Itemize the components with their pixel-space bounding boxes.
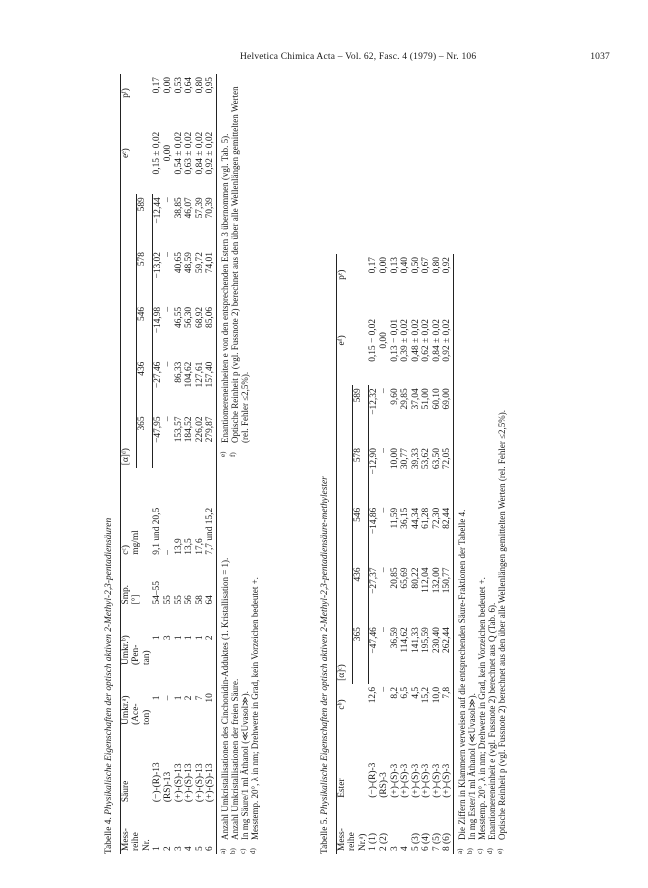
footnote-text: Anzahl Umkristallisationen der freien Säure. (229, 678, 240, 840)
table-5-footnotes (457, 74, 507, 854)
cell-w589: 38,85 (173, 197, 184, 219)
cell-e: 0,92 ± 0,02 (442, 295, 453, 385)
cell-p: 0,00 (379, 257, 390, 274)
cell-w365: – (163, 416, 174, 422)
cell-ub: 1 (184, 635, 195, 641)
t4-h-p: pᶠ) (120, 74, 152, 112)
cell-nr: 5 (194, 846, 205, 851)
t4-h-wl-578: 578 (136, 249, 152, 304)
cell-w365: 153,57 (173, 416, 184, 443)
cell-saeure: (+)-(S)-13 (184, 763, 195, 803)
cell-e: 0,54 ± 0,02 (173, 131, 184, 175)
footnote-mark: e) (218, 451, 227, 457)
footnote-text: In mg Säure/1 ml Äthanol (≪Uvasol≫). (239, 691, 250, 840)
cell-w546: 68,92 (194, 306, 205, 328)
cell-w365: 279,87 (205, 413, 216, 468)
cell-e: 0,62 ± 0,02 (421, 319, 432, 362)
table-row (368, 254, 379, 854)
cell-c: – (163, 550, 174, 555)
cell-c: 17,6 (194, 538, 205, 555)
cell-w365: – (379, 627, 390, 632)
cell-w589: – (163, 197, 174, 202)
cell-p: 0,50 (410, 257, 421, 274)
cell-w546: – (379, 507, 390, 513)
t4-h-smp: Smp. [°] (120, 558, 152, 608)
cell-smp: 58 (194, 595, 205, 605)
footnote (487, 74, 497, 854)
table-row (411, 254, 422, 854)
footnote (477, 74, 487, 854)
cell-w546: 85,06 (205, 304, 216, 359)
table-row (421, 254, 432, 854)
cell-e: 0,63 ± 0,02 (184, 131, 195, 175)
table-row (205, 74, 216, 854)
cell-w436: 127,61 (194, 361, 205, 388)
cell-c: 8,2 (389, 686, 400, 699)
footnote-mark: b) (465, 848, 474, 854)
t5-h-wl-589: 589 (352, 385, 368, 445)
footnote (230, 74, 250, 457)
cell-nr: 4 (400, 846, 411, 851)
cell-nr: 4 (184, 846, 195, 851)
footnote-mark: c) (476, 848, 485, 854)
cell-w546: 44,34 (410, 507, 421, 529)
table-row (432, 254, 443, 854)
table-5 (336, 254, 454, 854)
t4-h-wl-436: 436 (136, 359, 152, 414)
cell-w589: 69,00 (442, 385, 453, 445)
cell-ester: (+)-(S)-3 (410, 763, 421, 798)
cell-ub: 1 (173, 635, 184, 641)
t5-h-p: pᵉ) (336, 254, 368, 295)
footnote-mark: d) (249, 848, 258, 854)
cell-nr: 5 (3) (410, 833, 421, 851)
cell-w546: 46,55 (173, 306, 184, 328)
footnote (250, 471, 260, 854)
cell-w365: 195,59 (421, 627, 432, 653)
footnote-text: Optische Reinheit p (vgl. Fussnote 2) berechnet aus den über alle Wellenlängen gemittelten Werten (rel. Fehler ≤2,5%). (497, 409, 508, 840)
cell-w365: 230,40 (431, 627, 442, 653)
cell-saeure: (−)-(R)-13 (152, 762, 163, 803)
table-4-caption-number: Tabelle 4. (104, 817, 114, 854)
footnote-mark: c) (238, 848, 247, 854)
footnote (230, 471, 240, 854)
cell-e: 0,84 ± 0,02 (194, 131, 205, 175)
cell-w589: 9,60 (389, 388, 400, 405)
cell-e: 0,39 ± 0,02 (400, 319, 411, 362)
cell-w546: 56,30 (184, 306, 195, 328)
cell-p: 0,95 (205, 74, 216, 112)
cell-w436: 20,85 (389, 567, 400, 589)
cell-w589: – (379, 388, 390, 394)
cell-saeure: (+)-(S)-13 (173, 763, 184, 803)
cell-w436: 132,00 (431, 567, 442, 594)
cell-ua: 10 (205, 668, 216, 728)
cell-c: 15,2 (421, 686, 432, 704)
cell-w365: −47,46 (368, 627, 379, 654)
table-4-body (152, 74, 216, 854)
cell-w589: 51,00 (421, 388, 432, 410)
cell-w578: 59,72 (194, 252, 205, 274)
cell-nr: 8 (6) (442, 801, 453, 854)
cell-nr: 1 (152, 846, 163, 851)
table-row (442, 254, 453, 854)
cell-c: 13,5 (184, 538, 195, 555)
cell-smp: 54–55 (152, 581, 163, 605)
footnote-mark: a) (455, 848, 464, 854)
t4-h-e: eᵉ) (120, 112, 152, 194)
footnote (220, 74, 230, 457)
footnote-mark: d) (486, 848, 495, 854)
cell-e: 0,84 ± 0,02 (431, 319, 442, 362)
table-row (390, 254, 401, 854)
cell-nr: 6 (4) (421, 833, 432, 851)
cell-c: 9,1 und 20,5 (152, 507, 163, 555)
cell-e: 0,92 ± 0,02 (205, 112, 216, 194)
cell-w436: 65,69 (400, 567, 411, 589)
cell-p: 0,92 (442, 254, 453, 295)
cell-p: 0,17 (368, 257, 379, 274)
cell-ester: (+)-(S)-3 (442, 725, 453, 801)
cell-ub: 1 (194, 635, 205, 641)
cell-p: 0,40 (400, 257, 411, 274)
table-row (379, 254, 390, 854)
cell-w578: 72,05 (442, 445, 453, 505)
t5-h-wl-578: 578 (352, 445, 368, 505)
cell-e: 0,13 − 0,01 (389, 318, 400, 362)
cell-nr: 1 (1) (368, 833, 379, 851)
t5-h-e: eᵈ) (336, 295, 368, 385)
footnote (467, 74, 477, 854)
cell-w546: 82,44 (442, 505, 453, 565)
cell-w578: 48,59 (184, 252, 195, 274)
cell-w578: 30,77 (400, 448, 411, 470)
cell-c: 7,7 und 15,2 (205, 468, 216, 557)
cell-nr: 7 (5) (431, 833, 442, 851)
table-5-caption (320, 74, 331, 854)
footnote (220, 471, 230, 854)
cell-w546: −14,86 (368, 507, 379, 535)
running-head (240, 52, 610, 66)
cell-ua: 2 (184, 695, 195, 701)
footnote-text: Anzahl Umkristallisationen des Cinchonidin-Adduktes (1. Kristallisation = 1). (219, 557, 230, 840)
cell-w436: 80,22 (410, 567, 421, 589)
table-4 (120, 74, 217, 854)
cell-w436: 112,04 (421, 567, 432, 593)
cell-w546: 61,28 (421, 507, 432, 529)
table-4-footnotes-right (220, 74, 260, 457)
cell-w589: −12,32 (368, 388, 379, 415)
cell-w578: 10,00 (389, 448, 400, 470)
cell-w546: 11,59 (389, 507, 400, 529)
cell-smp: 55 (173, 595, 184, 605)
cell-w365: −47,95 (152, 416, 163, 443)
t4-h-alpha: [α]ᵈ) (120, 194, 136, 468)
cell-w436: 157,40 (205, 359, 216, 414)
t4-h-umkr-b: Umkr.ᵇ) (Pen- tan) (120, 608, 152, 668)
cell-e: 0,48 ± 0,02 (410, 319, 421, 362)
cell-p: 0,53 (173, 77, 184, 94)
cell-e: 0,15 ± 0,02 (152, 131, 163, 175)
cell-ua: 1 (173, 695, 184, 701)
cell-w578: 74,01 (205, 249, 216, 304)
cell-w546: 36,15 (400, 507, 411, 529)
cell-ester: (+)-(S)-3 (431, 763, 442, 798)
footnote-mark: a) (218, 848, 227, 854)
t4-h-c: cᶜ) mg/ml (120, 468, 152, 557)
cell-ester: (−)-(R)-3 (368, 762, 379, 798)
cell-p: 0,13 (389, 257, 400, 274)
cell-smp: 55 (163, 595, 174, 605)
cell-w436: – (163, 361, 174, 367)
cell-w546: −14,98 (152, 306, 163, 334)
cell-saeure: (RS)-13 (163, 771, 174, 803)
t5-h-ester: Ester (336, 725, 368, 801)
cell-w436: – (379, 567, 390, 573)
cell-c: 6,5 (400, 686, 411, 699)
cell-saeure: (+)-(S)-13 (194, 763, 205, 803)
cell-ub: 2 (205, 608, 216, 668)
table-4-caption-text: Physikalische Eigenschaften der optisch aktiven 2-Methyl-2,3-pentadiensäuren (104, 517, 114, 815)
cell-p: 0,17 (152, 77, 163, 94)
cell-w578: −13,02 (152, 252, 163, 279)
running-head-title: Helvetica Chimica Acta – Vol. 62, Fasc. 4 (1979) – Nr. 106 (240, 52, 477, 62)
table-5-caption-text: Physikalische Eigenschaften der optisch aktiven 2-Methyl-2,3-pentadiensäure-methylester (320, 476, 330, 815)
cell-c: 13,9 (173, 538, 184, 555)
cell-w365: 226,02 (194, 416, 205, 443)
footnote-text: In mg Ester/1 ml Äthanol (≪Uvasol≫). (466, 693, 477, 840)
cell-ua: 1 (152, 695, 163, 701)
cell-w365: 114,62 (400, 627, 411, 653)
cell-p: 0,80 (431, 257, 442, 274)
footnote-text: Enantiomereneinheit e (vgl. Fussnote 2) berechnet aus Q (Tab. 6). (487, 602, 498, 840)
cell-nr: 2 (2) (379, 833, 390, 851)
cell-c: 7,8 (442, 684, 453, 725)
cell-nr: 3 (389, 846, 400, 851)
cell-ester: (+)-(S)-3 (421, 763, 432, 798)
footnote (497, 74, 507, 854)
footnote-text: Messtemp. 20°, λ in nm; Drehwerte in Grad, kein Vorzeichen bedeutet +. (477, 577, 488, 840)
table-row (152, 74, 163, 854)
cell-p: 0,00 (163, 77, 174, 94)
t4-h-saeure: Säure (120, 728, 152, 805)
cell-w589: 70,39 (205, 194, 216, 249)
footnote-mark: e) (496, 848, 505, 854)
cell-w589: 60,10 (431, 388, 442, 410)
footnote-mark: f) (228, 452, 237, 457)
t4-h-wl-365: 365 (136, 413, 152, 468)
cell-c: 12,6 (368, 686, 379, 704)
table-row (163, 74, 174, 854)
cell-w365: 184,52 (184, 416, 195, 443)
cell-w436: 104,62 (184, 361, 195, 388)
table-row (195, 74, 206, 854)
cell-ester: (+)-(S)-3 (389, 763, 400, 798)
table-5-block (320, 74, 620, 854)
cell-ester: (+)-(S)-3 (400, 763, 411, 798)
t4-h-wl-589: 589 (136, 194, 152, 249)
footnote-mark: b) (228, 848, 237, 854)
cell-c: – (379, 686, 390, 692)
cell-p: 0,67 (421, 257, 432, 274)
cell-saeure: (+)-(S)-13 (205, 728, 216, 805)
cell-w589: −12,44 (152, 197, 163, 224)
cell-w436: −27,37 (368, 567, 379, 594)
cell-smp: 56 (184, 595, 195, 605)
cell-w578: 40,65 (173, 252, 184, 274)
t5-h-wl-436: 436 (352, 564, 368, 624)
cell-p: 0,64 (184, 77, 195, 94)
t5-h-messreihe: Mess- reihe Nr.ᵃ) (336, 801, 368, 854)
footnote-text: Enantiomereneinheiten e von den entsprechenden Estern 3 übernommen (vgl. Tab. 5). (219, 133, 230, 443)
footnote-text: Die Ziffern in Klammern verweisen auf die entsprechenden Säure-Fraktionen der Tabelle 4. (456, 509, 467, 840)
table-row (184, 74, 195, 854)
cell-w578: 39,33 (410, 448, 421, 470)
cell-ester: (RS)-3 (379, 772, 390, 798)
page-number: 1037 (590, 52, 610, 62)
cell-w365: 262,44 (442, 624, 453, 684)
cell-w589: 57,39 (194, 197, 205, 219)
t5-h-wl-546: 546 (352, 505, 368, 565)
t4-h-messreihe: Mess- reihe Nr. (120, 805, 152, 854)
t5-h-c: cᵇ) (336, 684, 368, 725)
cell-nr: 6 (205, 805, 216, 854)
t4-h-wl-546: 546 (136, 304, 152, 359)
cell-e: 0,15 − 0,02 (368, 318, 379, 362)
table-5-caption-number: Tabelle 5. (320, 817, 330, 854)
table-row (400, 254, 411, 854)
table-4-footnotes-left (220, 471, 260, 854)
cell-w436: 86,33 (173, 361, 184, 383)
cell-ua: – (163, 695, 174, 701)
cell-c: 4,5 (410, 686, 421, 699)
cell-w589: 29,85 (400, 388, 411, 410)
cell-e: 0,00 (163, 144, 174, 162)
cell-e: 0,00 (379, 332, 390, 349)
cell-p: 0,80 (194, 77, 205, 94)
cell-w546: 72,30 (431, 507, 442, 529)
cell-nr: 2 (163, 846, 174, 851)
cell-w365: 36,59 (389, 627, 400, 649)
cell-w589: 37,04 (410, 388, 421, 410)
cell-w578: 63,50 (431, 448, 442, 470)
cell-ub: 1 (152, 635, 163, 641)
footnote-text: Messtemp. 20°, λ in nm; Drehwerte in Grad, kein Vorzeichen bedeutet +. (250, 577, 261, 840)
table-5-body (368, 254, 453, 854)
cell-w365: 141,33 (410, 627, 421, 653)
cell-w436: −27,46 (152, 361, 163, 389)
table-4-footnotes (220, 74, 260, 854)
table-row (174, 74, 185, 854)
footnote (240, 471, 250, 854)
cell-w546: – (163, 306, 174, 312)
t4-h-umkr-a: Umkr.ᵃ) (Ace- ton) (120, 668, 152, 728)
cell-w578: 53,62 (421, 448, 432, 470)
cell-w578: – (163, 252, 174, 257)
footnote-text: Optische Reinheit p (vgl. Fussnote 2) berechnet aus den über alle Wellenlängen gemittelten Werten (rel. Fehler ≤2,5%). (229, 86, 250, 443)
cell-w436: 150,77 (442, 564, 453, 624)
cell-c: 10,0 (431, 686, 442, 704)
cell-ub: 3 (163, 635, 174, 641)
footnote (457, 74, 467, 854)
cell-nr: 3 (173, 846, 184, 851)
cell-w578: – (379, 448, 390, 453)
cell-smp: 64 (205, 558, 216, 608)
cell-ua: 7 (194, 695, 205, 701)
table-4-caption (104, 74, 115, 854)
cell-w589: 46,07 (184, 197, 195, 219)
cell-w578: −12,90 (368, 448, 379, 475)
t5-h-wl-365: 365 (352, 624, 368, 684)
t5-h-alpha: [α]ᶜ) (336, 385, 352, 684)
